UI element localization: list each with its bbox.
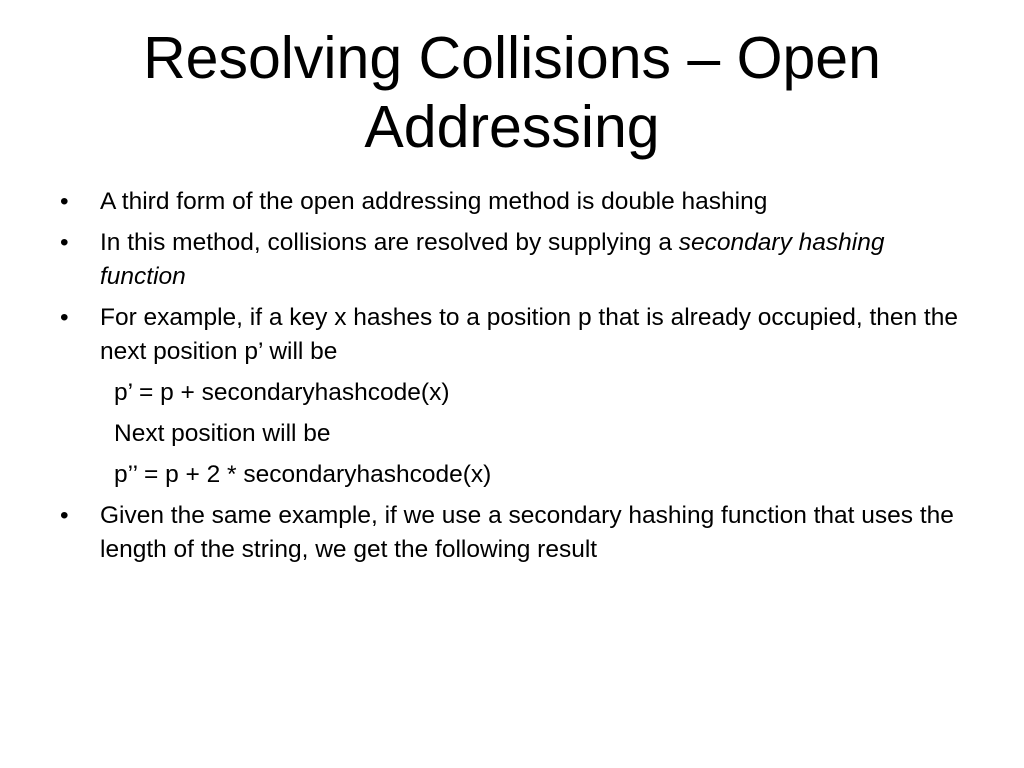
bullet-text: Given the same example, if we use a secondary hashing function that uses the length of the string, we get the following result [100, 502, 954, 563]
slide-title-line-1: Resolving Collisions – Open [143, 25, 881, 91]
bullet-list [60, 185, 960, 574]
bullet-emphasis: secondary hashing function [100, 229, 885, 290]
bullet-marker: • [60, 188, 69, 215]
next-position-line: Next position will be [114, 420, 331, 447]
slide-title [40, 24, 984, 162]
bullet-item-same-example [60, 499, 960, 567]
bullet-marker: • [60, 229, 69, 256]
slide-title-line-2: Addressing [364, 94, 660, 160]
bullet-marker: • [60, 502, 69, 529]
bullet-item-double-hashing [60, 185, 960, 219]
bullet-marker: • [60, 304, 69, 331]
bullet-text: For example, if a key x hashes to a position p that is already occupied, then the next position p’ will be [100, 304, 958, 365]
formula-line-1: p’ = p + secondaryhashcode(x) [114, 379, 450, 406]
bullet-text: In this method, collisions are resolved by supplying a [100, 229, 679, 256]
formula-line-2: p’’ = p + 2 * secondaryhashcode(x) [114, 461, 492, 488]
bullet-text: A third form of the open addressing method is double hashing [100, 188, 768, 215]
bullet-item-secondary-hash [60, 226, 960, 294]
bullet-item-example [60, 301, 960, 369]
